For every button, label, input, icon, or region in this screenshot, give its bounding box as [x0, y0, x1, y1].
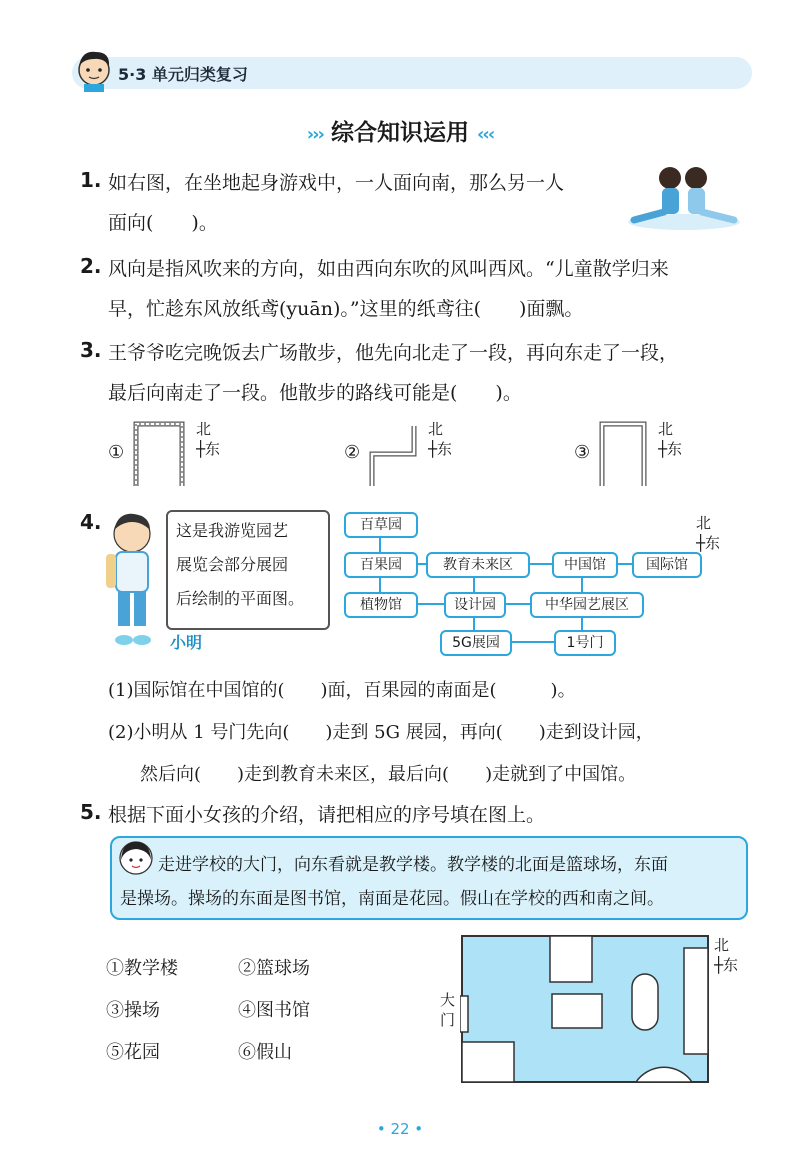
girl-info-line-2: 是操场。操场的东面是图书馆，南面是花园。假山在学校的西和南之间。: [120, 889, 664, 909]
xiaoming-illustration: [102, 510, 164, 650]
map-compass-east: ┼东: [696, 534, 721, 552]
compass-2-north: 北: [428, 420, 444, 438]
compass-2-east: ┼东: [428, 440, 453, 458]
route-option-1-label[interactable]: ①: [108, 442, 125, 463]
map-compass-north: 北: [696, 514, 712, 532]
map-gate-1: 1号门: [554, 630, 616, 656]
map-slot-bottom-left[interactable]: [462, 1042, 514, 1082]
question-2-number: 2.: [80, 254, 102, 278]
question-4-sub-2a[interactable]: (2)小明从 1 号门先向( )走到 5G 展园，再向( )走到设计园，: [108, 722, 654, 743]
question-1-number: 1.: [80, 168, 102, 192]
compass-3-east: ┼东: [658, 440, 683, 458]
school-compass-north: 北: [714, 936, 730, 954]
sitting-kids-illustration: [626, 162, 742, 232]
xiaoming-name: 小明: [170, 633, 203, 652]
school-gate: [460, 996, 468, 1032]
route-option-2-diagram[interactable]: [364, 420, 420, 490]
question-3-text-1: 王爷爷吃完晚饭去广场散步，他先向北走了一段，再向东走了一段，: [108, 342, 679, 364]
compass-1-north: 北: [196, 420, 212, 438]
route-option-1-diagram[interactable]: [128, 418, 190, 490]
page-number: • 22 •: [376, 1120, 424, 1138]
route-option-3-diagram[interactable]: [596, 418, 652, 490]
bubble-line-1: 这是我游览园艺: [176, 521, 289, 540]
map-slot-oval[interactable]: [632, 974, 658, 1030]
map-slot-center[interactable]: [552, 994, 602, 1028]
unit-title: 5·3 单元归类复习: [118, 65, 248, 84]
bubble-line-2: 展览会部分展园: [176, 555, 289, 574]
question-2-text-1: 风向是指风吹来的方向，如由西向东吹的风叫西风。“儿童散学归来: [108, 258, 669, 280]
place-option-5: ⑤花园: [106, 1042, 160, 1063]
school-compass-east: ┼东: [714, 956, 739, 974]
place-option-3: ③操场: [106, 1000, 160, 1021]
bubble-line-3: 后绘制的平面图。: [176, 589, 305, 608]
place-option-4: ④图书馆: [238, 1000, 310, 1021]
boy-avatar-icon: [74, 46, 114, 92]
map-baicaoyuan: 百草园: [344, 512, 418, 538]
map-shejiyuan: 设计园: [444, 592, 506, 618]
girl-avatar-icon: [118, 840, 154, 876]
route-option-3-label[interactable]: ③: [574, 442, 591, 463]
place-option-2: ②篮球场: [238, 958, 310, 979]
map-zhongguoguan: 中国馆: [552, 552, 618, 578]
place-option-6: ⑥假山: [238, 1042, 292, 1063]
map-zhonghua-yuanyi: 中华园艺展区: [530, 592, 644, 618]
question-4-sub-1[interactable]: (1)国际馆在中国馆的( )面，百果园的南面是( )。: [108, 680, 576, 701]
question-3-text-2[interactable]: 最后向南走了一段。他散步的路线可能是( )。: [108, 382, 522, 404]
section-title: [0, 114, 800, 147]
question-1-answer-line[interactable]: 面向( )。: [108, 212, 218, 234]
question-4-number: 4.: [80, 510, 102, 534]
question-3-number: 3.: [80, 338, 102, 362]
map-slot-top[interactable]: [550, 936, 592, 982]
question-5-text: 根据下面小女孩的介绍，请把相应的序号填在图上。: [108, 804, 546, 826]
compass-1-east: ┼东: [196, 440, 221, 458]
map-slot-right[interactable]: [684, 948, 708, 1054]
girl-info-line-1: 走进学校的大门，向东看就是教学楼。教学楼的北面是篮球场，东面: [158, 855, 668, 875]
question-1-text: 如右图，在坐地起身游戏中，一人面向南，那么另一人: [108, 172, 565, 194]
question-2-text-2[interactable]: 早，忙趁东风放纸鸢(yuān)。”这里的纸鸢往( )面飘。: [108, 298, 584, 320]
question-4-sub-2b[interactable]: 然后向( )走到教育未来区，最后向( )走就到了中国馆。: [140, 764, 637, 785]
map-baiguoyuan: 百果园: [344, 552, 418, 578]
gate-label: 大门: [440, 991, 456, 1029]
section-title-text: 综合知识运用: [331, 120, 469, 146]
map-5g-zhanyuan: 5G展园: [440, 630, 512, 656]
question-5-number: 5.: [80, 800, 102, 824]
map-jiaoyu-weilai: 教育未来区: [426, 552, 530, 578]
map-guojiguan: 国际馆: [632, 552, 702, 578]
place-option-1: ①教学楼: [106, 958, 178, 979]
map-zhiwuguan: 植物馆: [344, 592, 418, 618]
left-chevrons-icon: ›››: [306, 124, 323, 145]
route-option-2-label[interactable]: ②: [344, 442, 361, 463]
compass-3-north: 北: [658, 420, 674, 438]
right-chevrons-icon: ‹‹‹: [477, 124, 494, 145]
school-map[interactable]: [460, 934, 710, 1084]
